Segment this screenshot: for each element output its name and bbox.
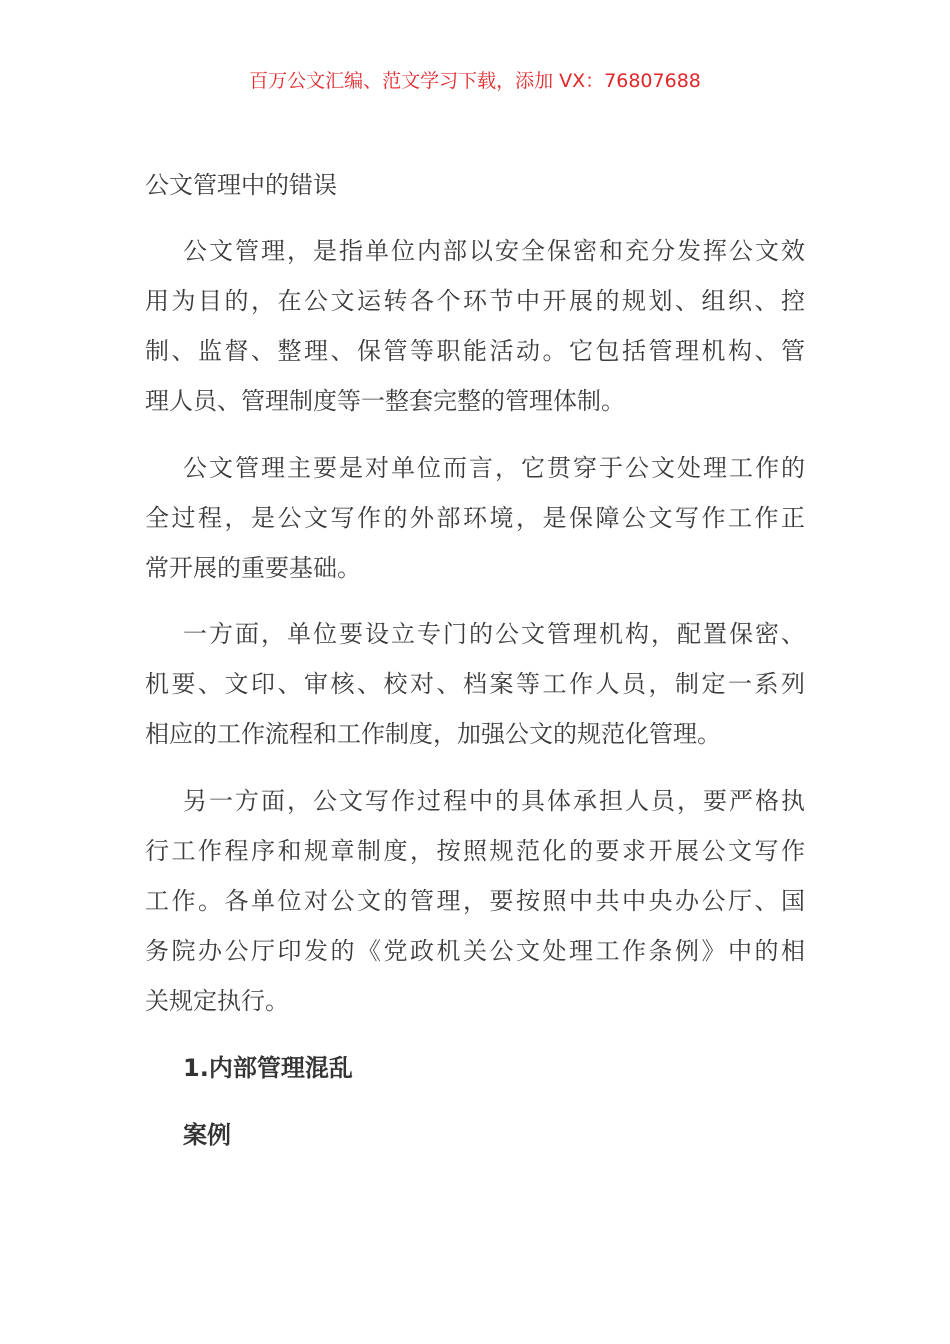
text-line: 机要、文印、审核、校对、档案等工作人员，制定一系列 <box>145 670 805 698</box>
paragraph <box>145 609 805 759</box>
paragraph <box>145 443 805 593</box>
text-line: 理人员、管理制度等一整套完整的管理体制。 <box>145 387 625 415</box>
text-line: 相应的工作流程和工作制度，加强公文的规范化管理。 <box>145 720 721 748</box>
text-line: 公文管理，是指单位内部以安全保密和充分发挥公文效 <box>183 237 805 265</box>
section-heading: 1.内部管理混乱 <box>183 1054 353 1082</box>
text-line: 制、监督、整理、保管等职能活动。它包括管理机构、管 <box>145 337 805 365</box>
text-line: 用为目的，在公文运转各个环节中开展的规划、组织、控 <box>145 287 805 315</box>
text-line: 全过程，是公文写作的外部环境，是保障公文写作工作正 <box>145 504 805 532</box>
text-line: 关规定执行。 <box>145 987 289 1015</box>
text-line: 另一方面，公文写作过程中的具体承担人员，要严格执 <box>183 787 805 815</box>
promo-header: 百万公文汇编、范文学习下载，添加 VX：76807688 <box>249 70 701 92</box>
text-line: 一方面，单位要设立专门的公文管理机构，配置保密、 <box>183 620 805 648</box>
paragraph <box>145 226 805 426</box>
text-line: 行工作程序和规章制度，按照规范化的要求开展公文写作 <box>145 837 805 865</box>
paragraph <box>145 776 805 1026</box>
text-line: 公文管理主要是对单位而言，它贯穿于公文处理工作的 <box>183 454 805 482</box>
text-line: 务院办公厅印发的《党政机关公文处理工作条例》中的相 <box>145 937 805 965</box>
document-title: 公文管理中的错误 <box>145 171 337 199</box>
text-line: 工作。各单位对公文的管理，要按照中共中央办公厅、国 <box>145 887 805 915</box>
subheading: 案例 <box>183 1121 231 1149</box>
text-line: 常开展的重要基础。 <box>145 554 361 582</box>
